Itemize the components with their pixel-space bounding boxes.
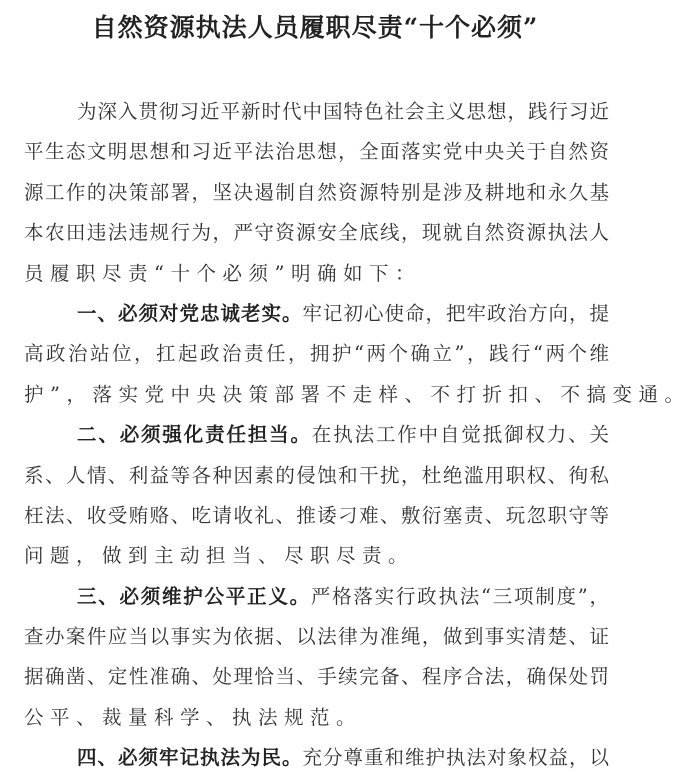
line-text: 平生态文明思想和习近平法治思想，全面落实党中央关于自然资: [24, 140, 609, 164]
item-heading: 二、必须强化责任担当。: [77, 423, 312, 447]
document-title: 自然资源执法人员履职尽责“十个必须”: [91, 13, 539, 42]
text-line: [24, 577, 609, 617]
item-heading: 一、必须对党忠诚老实。: [77, 301, 303, 325]
line-text: 公平、裁量科学、执法规范。: [24, 705, 363, 729]
line-text: 据确凿、定性准确、处理恰当、手续完备、程序合法，确保处罚: [24, 665, 609, 689]
line-text: 严格落实行政执法“三项制度”，: [310, 584, 609, 608]
item-paragraph: [24, 738, 609, 778]
line-text: 充分尊重和维护执法对象权益，以: [302, 746, 609, 770]
text-line: [24, 254, 609, 294]
text-line: [24, 294, 609, 334]
line-text: 在执法工作中自觉抵御权力、关: [311, 423, 609, 447]
text-line: [24, 334, 609, 374]
text-line: [24, 415, 609, 455]
text-line: [24, 173, 609, 213]
text-line: [24, 375, 690, 415]
text-line: [24, 132, 609, 172]
text-line: [24, 496, 609, 536]
line-text: 问题，做到主动担当、尽职尽责。: [24, 544, 415, 568]
intro-paragraph: [24, 92, 609, 294]
line-text: 高政治站位，扛起政治责任，拥护“两个确立”，践行“两个维: [24, 342, 609, 366]
line-text: 系、人情、利益等各种因素的侵蚀和干扰，杜绝滥用职权、徇私: [24, 463, 609, 487]
item-paragraph: [24, 415, 609, 577]
line-text: 护”，落实党中央决策部署不走样、不打折扣、不搞变通。: [24, 382, 690, 406]
item-heading: 三、必须维护公平正义。: [77, 584, 311, 608]
document-body: [24, 92, 690, 779]
text-line: [24, 657, 609, 697]
line-text: 查办案件应当以事实为依据、以法律为准绳，做到事实清楚、证: [24, 625, 609, 649]
line-text: 员履职尽责“十个必须”明确如下：: [24, 261, 421, 285]
line-text: 本农田违法违规行为，严守资源安全底线，现就自然资源执法人: [24, 221, 609, 245]
text-line: [24, 617, 609, 657]
line-text: 源工作的决策部署，坚决遏制自然资源特别是涉及耕地和永久基: [24, 180, 609, 204]
text-line: [24, 456, 609, 496]
item-paragraph: [24, 294, 690, 415]
line-text: 枉法、收受贿赂、吃请收礼、推诿刁难、敷衍塞责、玩忽职守等: [24, 503, 609, 527]
item-heading: 四、必须牢记执法为民。: [77, 746, 303, 770]
line-text: 为深入贯彻习近平新时代中国特色社会主义思想，践行习近: [77, 100, 609, 123]
item-paragraph: [24, 577, 609, 739]
text-line: [24, 698, 609, 738]
line-text: 牢记初心使命，把牢政治方向，提: [302, 301, 609, 325]
text-line: [24, 536, 609, 576]
text-line: [24, 213, 609, 253]
text-line: [24, 738, 609, 778]
text-line: [24, 92, 609, 132]
